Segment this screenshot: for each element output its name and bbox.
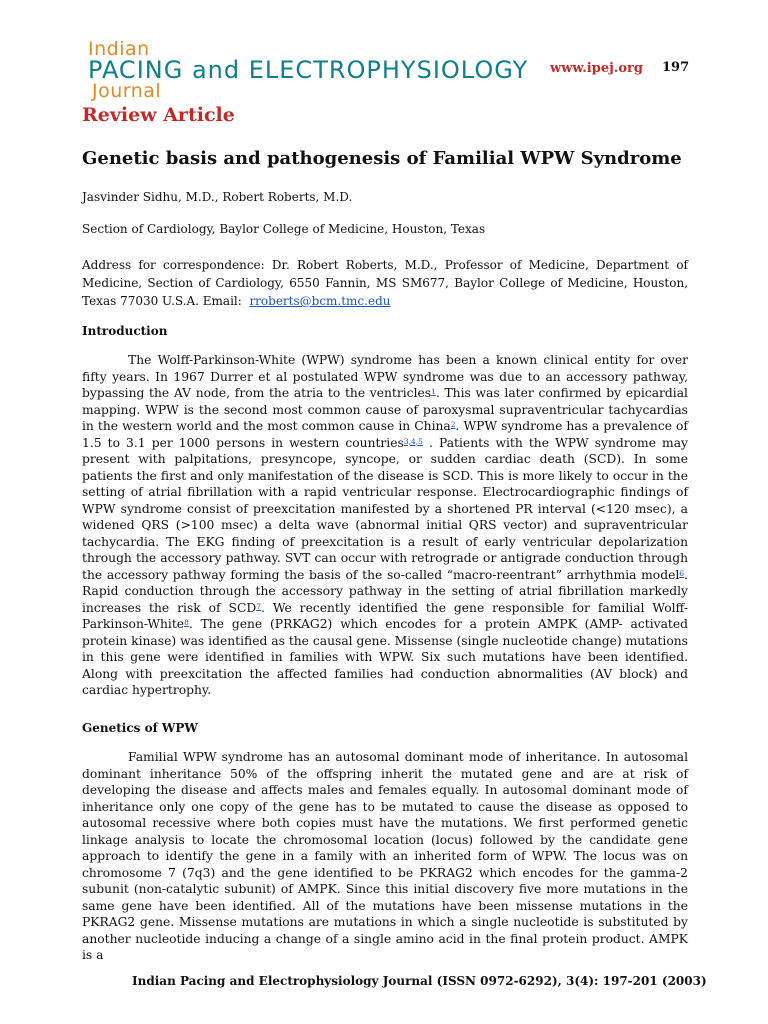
article-title: Genetic basis and pathogenesis of Familial WPW Syndrome (82, 148, 682, 169)
intro-text-3: . WPW syndrome has a prevalence of 1.5 to 3.1 per 1000 persons in western countries (82, 419, 688, 450)
journal-logo (88, 38, 538, 102)
reference-link[interactable]: 1 (431, 387, 436, 396)
logo-text-journal: Journal (92, 80, 162, 102)
reference-link[interactable]: 8 (184, 618, 189, 627)
reference-link[interactable]: 7 (256, 601, 261, 611)
intro-text-1: The Wolff-Parkinson-White (WPW) syndrome has been a known clinical entity for over fifty years. In 1967 Durrer et al postulated WPW syndrome was due to an accessory pathway, bypassing the AV node, from the atria to the ventricles (82, 353, 688, 400)
logo-text-indian: Indian (88, 38, 150, 60)
page-number: 197 (662, 60, 690, 75)
logo-text-pacing-electrophysiology: PACING and ELECTROPHYSIOLOGY (88, 56, 529, 84)
introduction-heading: Introduction (82, 324, 168, 338)
intro-text-6: . We recently identified the gene responsible for familial Wolff-Parkinson-White (82, 600, 688, 631)
reference-link[interactable]: 6 (679, 568, 685, 578)
correspondence-address (82, 256, 688, 310)
affiliation: Section of Cardiology, Baylor College of Medicine, Houston, Texas (82, 222, 486, 236)
email-link[interactable]: rroberts@bcm.tmc.edu (249, 294, 391, 308)
author-list: Jasvinder Sidhu, M.D., Robert Roberts, M.D. (82, 190, 353, 204)
journal-citation-footer: Indian Pacing and Electrophysiology Journal (ISSN 0972-6292), 3(4): 197-201 (2003) (132, 974, 707, 988)
intro-text-2: . This was later confirmed by epicardial mapping. WPW is the second most common cause of paroxysmal supraventricular tachycardias in the western world and the most common cause in China (82, 386, 688, 433)
reference-link[interactable]: 3,4,5 (403, 436, 423, 446)
reference-link[interactable]: 2 (450, 420, 456, 429)
article-type-label: Review Article (82, 104, 235, 126)
address-text: Address for correspondence: Dr. Robert Roberts, M.D., Professor of Medicine, Department of Medicine, Section of Cardiology, 6550 Fannin, MS SM677, Baylor College of Medicine, Houston, Texas 77030 U.S.A. Email: (82, 258, 688, 308)
intro-text-4: . Patients with the WPW syndrome may present with palpitations, presyncope, syncope, or sudden cardiac death (SCD). In some patients the first and only manifestation of the disease is SCD. This is more likely to occur in the setting of atrial fibrillation with a rapid ventricular response. Electrocardiographic findings of WPW syndrome consist of preexcitation manifested by a shortened PR interval (<120 msec), a widened QRS (>100 msec) a delta wave (abnormal initial QRS vector) and supraventricular tachycardia. The EKG finding of preexcitation is a result of early ventricular depolarization through the accessory pathway. SVT can occur with retrograde or antigrade conduction through the accessory pathway forming the basis of the so-called “macro-reentrant” arrhythmia model (82, 435, 688, 582)
genetics-heading: Genetics of WPW (82, 721, 198, 735)
introduction-paragraph (82, 352, 688, 699)
intro-text-5: . Rapid conduction through the accessory pathway in the setting of atrial fibrillation markedly increases the risk of SCD (82, 567, 688, 615)
website-link[interactable]: www.ipej.org (550, 61, 643, 76)
intro-text-7: . The gene (PRKAG2) which encodes for a protein AMPK (AMP- activated protein kinase) was identified as the causal gene. Missense (single nucleotide change) mutations in this gene were identified in families with WPW. Six such mutations have been identified. Along with preexcitation the affected families had conduction abnormalities (AV block) and cardiac hypertrophy. (82, 617, 688, 697)
genetics-paragraph: Familial WPW syndrome has an autosomal dominant mode of inheritance. In autosomal dominant inheritance 50% of the offspring inherit the mutated gene and are at risk of developing the disease and affects males and females equally. In autosomal dominant mode of inheritance only one copy of the gene has to be mutated to cause the disease as opposed to autosomal recessive where both copies must have the mutations. We first performed genetic linkage analysis to locate the chromosomal location (locus) followed by the candidate gene approach to identify the gene in a family with an inherited form of WPW. The locus was on chromosome 7 (7q3) and the gene identified to be PKRAG2 which encodes for the gamma-2 subunit (non-catalytic subunit) of AMPK. Since this initial discovery five more mutations in the same gene have been identified. All of the mutations have been missense mutations in the PKRAG2 gene. Missense mutations are mutations in which a single nucleotide is substituted by another nucleotide inducing a change of a single amino acid in the final protein product. AMPK is a (82, 750, 688, 962)
